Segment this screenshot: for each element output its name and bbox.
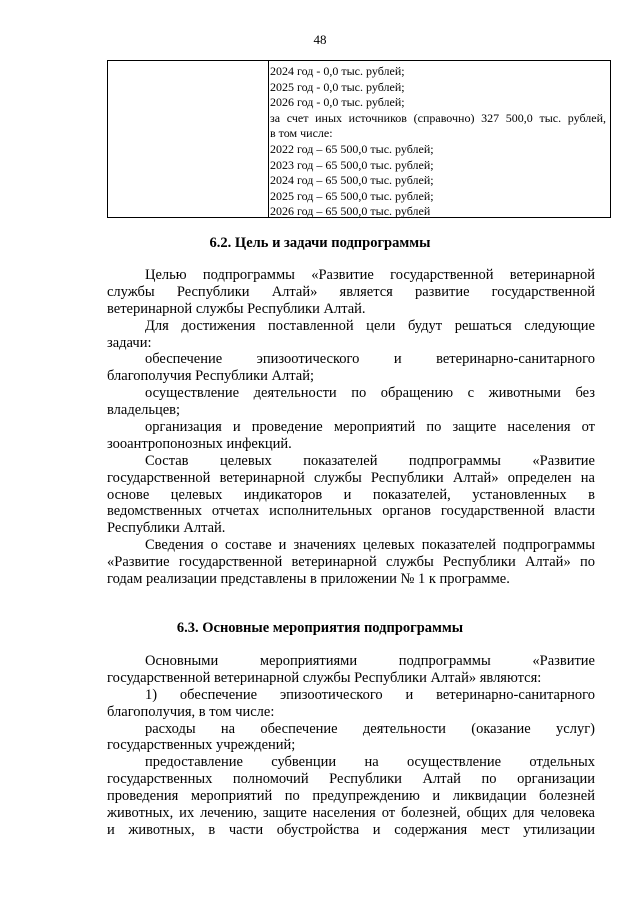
text-line: Целью подпрограммы «Развитие государственной ветеринарной <box>145 267 595 283</box>
text-line: «Развитие государственной ветеринарной службы Республики Алтай» по <box>107 554 595 571</box>
text-line: государственных полномочий Республики Алтай по организации <box>107 771 595 788</box>
text-line: обеспечение эпизоотического и ветеринарно-санитарного <box>145 351 595 368</box>
funding-table <box>107 60 611 218</box>
text-line: зооантропонозных инфекций. <box>107 435 292 452</box>
table-line: за счет иных источников (справочно) 327 500,0 тыс. рублей, <box>270 110 606 125</box>
text-line: государственной ветеринарной службы Республики Алтай» являются: <box>107 669 542 686</box>
table-right-cell <box>270 64 606 220</box>
section-heading-6-2: 6.2. Цель и задачи подпрограммы <box>209 235 431 251</box>
text-line: службы Республики Алтай» является развитие государственной <box>107 283 595 300</box>
text-line: организация и проведение мероприятий по защите населения от <box>145 419 595 436</box>
table-line: в том числе: <box>270 126 333 141</box>
table-line: 2025 год - 0,0 тыс. рублей; <box>270 79 405 94</box>
text-line: Республики Алтай. <box>107 520 226 537</box>
section-6-3-body <box>107 653 595 839</box>
table-line: 2024 год – 65 500,0 тыс. рублей; <box>270 173 434 188</box>
text-line: государственной ветеринарной службы Республики Алтай» определен на <box>107 469 595 486</box>
text-line: предоставление субвенции на осуществление отдельных <box>145 754 595 771</box>
text-line: государственных учреждений; <box>107 737 296 754</box>
text-line: ветеринарной службы Республики Алтай. <box>107 300 366 317</box>
table-line: 2023 год – 65 500,0 тыс. рублей; <box>270 157 434 172</box>
table-line: 2026 год – 65 500,0 тыс. рублей <box>270 204 431 219</box>
text-line: благополучия, в том числе: <box>107 703 275 720</box>
page-number: 48 <box>313 32 327 47</box>
table-line: 2024 год - 0,0 тыс. рублей; <box>270 64 405 78</box>
table-line: 2022 год – 65 500,0 тыс. рублей; <box>270 141 434 156</box>
text-line: основе целевых индикаторов и показателей, установленных в <box>107 486 595 503</box>
text-line: владельцев; <box>107 402 181 419</box>
text-line: 1) обеспечение эпизоотического и ветеринарно-санитарного <box>145 686 595 703</box>
table-line: 2025 год – 65 500,0 тыс. рублей; <box>270 188 434 203</box>
text-line: благополучия Республики Алтай; <box>107 368 314 385</box>
table-left-cell <box>108 61 269 217</box>
text-line: Состав целевых показателей подпрограммы «Развитие <box>145 452 595 469</box>
section-heading-6-3: 6.3. Основные мероприятия подпрограммы <box>176 620 464 636</box>
text-line: Основными мероприятиями подпрограммы «Развитие <box>145 653 595 669</box>
text-line: проведения мероприятий по предупреждению и ликвидации болезней <box>107 788 595 805</box>
text-line: ведомственных отчетах исполнительных органов государственной власти <box>107 503 595 520</box>
table-line: 2026 год - 0,0 тыс. рублей; <box>270 95 405 110</box>
text-line: и животных, в части обустройства и содержания мест утилизации <box>107 821 595 838</box>
text-line: Для достижения поставленной цели будут решаться следующие <box>145 317 595 334</box>
text-line: осуществление деятельности по обращению с животными без <box>145 385 595 402</box>
text-line: расходы на обеспечение деятельности (оказание услуг) <box>145 720 595 737</box>
text-line: годам реализации представлены в приложении № 1 к программе. <box>107 571 510 588</box>
section-6-2-body <box>107 267 595 588</box>
text-line: задачи: <box>107 334 152 351</box>
text-line: животных, их лечению, защите населения от болезней, общих для человека <box>107 805 595 822</box>
text-line: Сведения о составе и значениях целевых показателей подпрограммы <box>145 537 595 554</box>
